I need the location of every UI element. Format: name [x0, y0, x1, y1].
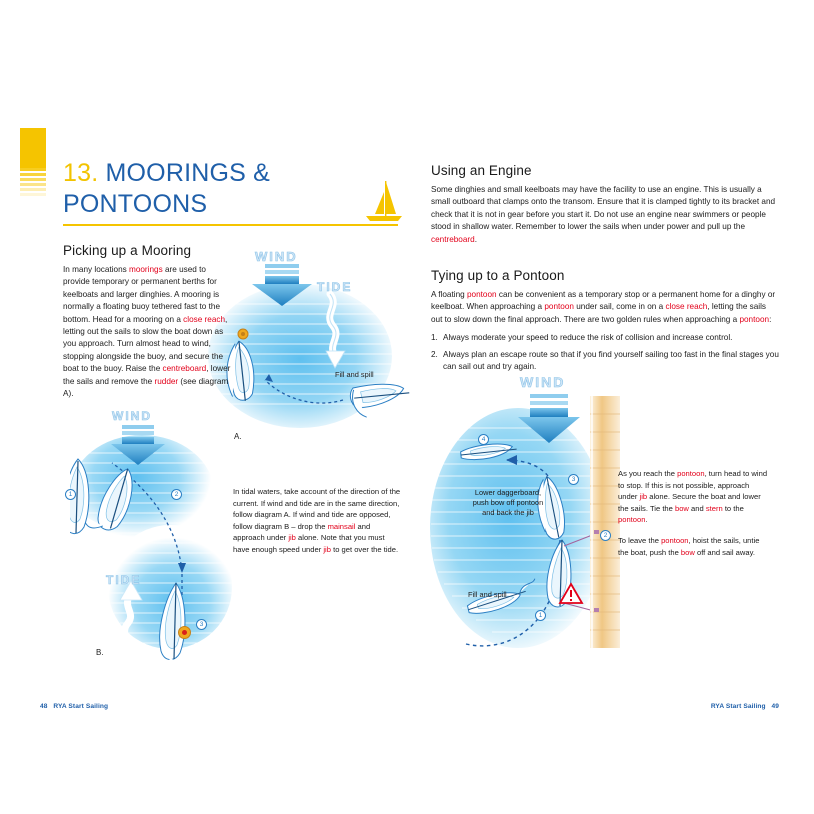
golden-rules-list	[431, 332, 779, 373]
pontoon-marker-3: 3	[568, 474, 579, 485]
engine-paragraph: Some dinghies and small keelboats may have the facility to use an engine. This is usually a small outboard that clamps onto the transom. Ensure that it is clamped tightly to its bracket and check that it is not in gear before you start it. Do not use an engine near swimmers or people stood in shallow water. Remember to lower the sails when under power and pull up the centreboard.	[431, 185, 776, 244]
rule-number: 1.	[431, 333, 438, 343]
footer-left	[40, 703, 108, 710]
glossary-term: close reach	[183, 314, 226, 324]
rule-number: 2.	[431, 349, 438, 359]
picking-up-a-mooring-section	[63, 243, 233, 400]
chapter-title	[63, 158, 363, 220]
glossary-term: centreboard	[162, 364, 207, 374]
diagram-b-marker-1: 1	[65, 489, 76, 500]
rule-text: Always moderate your speed to reduce the risk of collision and increase control.	[443, 333, 733, 343]
pontoon-note-paragraph-1: As you reach the pontoon, turn head to wind to stop. If this is not possible, approach under jib alone. Secure the boat and lower the sails. Tie the bow and stern to the pontoon.	[618, 469, 768, 525]
sailing-dinghy-logo-icon	[362, 180, 406, 226]
glossary-term: pontoon	[677, 469, 705, 478]
daggerboard-line-1: Lower daggerboard,	[474, 488, 542, 497]
wind-label-b: WIND	[112, 409, 152, 423]
fill-and-spill-label-pontoon: Fill and spill	[468, 590, 507, 599]
glossary-term: close reach	[665, 302, 708, 312]
book-title-left: RYA Start Sailing	[53, 703, 109, 710]
chapter-number: 13.	[63, 159, 99, 187]
glossary-term: pontoon	[661, 535, 689, 545]
list-item	[431, 332, 779, 344]
book-title-right: RYA Start Sailing	[710, 703, 766, 710]
pontoon-paragraph: A floating pontoon can be convenient as a temporary stop or a permanent home for a dinghy or keelboat. When approaching a pontoon under sail, come in on a close reach, letting the sails out to slow down the final approach. There are two golden rules when approaching a pontoon:	[431, 290, 776, 324]
section-heading-mooring: Picking up a Mooring	[63, 243, 192, 258]
glossary-term: moorings	[129, 265, 163, 274]
glossary-term: jib	[323, 544, 331, 554]
tide-label-a: TIDE	[317, 280, 353, 294]
pontoon-marker-1: 1	[535, 610, 546, 621]
glossary-term: centreboard	[431, 234, 475, 244]
mooring-intro-paragraph: In many locations moorings are used to provide temporary or permanent berths for keelboats and larger dinghies. A mooring is normally a floating buoy tethered fast to the bottom. Head for a mooring on a close reach, letting out the sails to slow the boat down as you approach. Turn almost head to wind, stopping alongside the buoy, and secure the boat to the buoy. Raise the centreboard, lower the sails and remove the rudder (see diagram A).	[63, 265, 231, 399]
fill-and-spill-label-a: Fill and spill	[335, 370, 374, 379]
glossary-term: stern	[705, 503, 723, 513]
glossary-term: jib	[639, 492, 648, 502]
rule-text: Always plan an escape route so that if you find yourself sailing too fast in the final stages you can sail out and try again.	[443, 349, 779, 372]
glossary-term: jib	[288, 533, 296, 543]
page-number-right: 49	[771, 703, 779, 710]
pontoon-marker-4: 4	[478, 434, 489, 445]
diagram-pontoon	[430, 374, 620, 663]
pontoon-marker-2: 2	[600, 530, 611, 541]
tidal-waters-paragraph: In tidal waters, take account of the direction of the current. If wind and tide are in the same direction, follow diagram A. If wind and tide are opposed, follow diagram B – drop the mainsail and approach under jib alone. Note that you must have enough speed under jib to get over the tide.	[233, 487, 401, 554]
footer-right	[711, 703, 779, 710]
diagram-a-letter: A.	[234, 432, 242, 441]
pontoon-side-note	[618, 468, 770, 567]
right-page-text-column	[431, 163, 779, 377]
page-number-left: 48	[40, 703, 48, 710]
glossary-term: pontoon	[739, 314, 770, 324]
section-heading-engine: Using an Engine	[431, 163, 532, 178]
glossary-term: pontoon	[466, 290, 497, 300]
list-item	[431, 349, 779, 374]
chapter-title-line2: PONTOONS	[63, 190, 208, 218]
diagram-b	[70, 405, 245, 660]
tidal-waters-note	[233, 486, 401, 556]
glossary-term: pontoon	[544, 302, 574, 312]
daggerboard-line-3: and back the jib	[482, 508, 534, 517]
glossary-term: mainsail	[327, 521, 356, 531]
diagram-b-marker-2: 2	[171, 489, 182, 500]
decorative-yellow-bar	[20, 128, 46, 200]
diagram-b-letter: B.	[96, 648, 104, 657]
glossary-term: rudder	[154, 376, 179, 386]
glossary-term: pontoon	[618, 515, 646, 525]
glossary-term: bow	[680, 547, 695, 557]
wind-label-pontoon: WIND	[520, 374, 566, 390]
chapter-title-line1: MOORINGS &	[105, 159, 271, 187]
title-underline-rule	[63, 224, 398, 226]
daggerboard-instruction-label	[452, 488, 564, 518]
tide-label-b: TIDE	[106, 573, 142, 587]
glossary-term: bow	[674, 503, 689, 513]
diagram-b-marker-3: 3	[196, 619, 207, 630]
wind-label-a: WIND	[255, 249, 298, 264]
daggerboard-line-2: push bow off pontoon	[472, 498, 544, 507]
section-heading-pontoon: Tying up to a Pontoon	[431, 268, 565, 284]
mooring-buoy-centre	[182, 630, 187, 635]
pontoon-note-paragraph-2: To leave the pontoon, hoist the sails, untie the boat, push the bow off and sail away.	[618, 535, 760, 557]
